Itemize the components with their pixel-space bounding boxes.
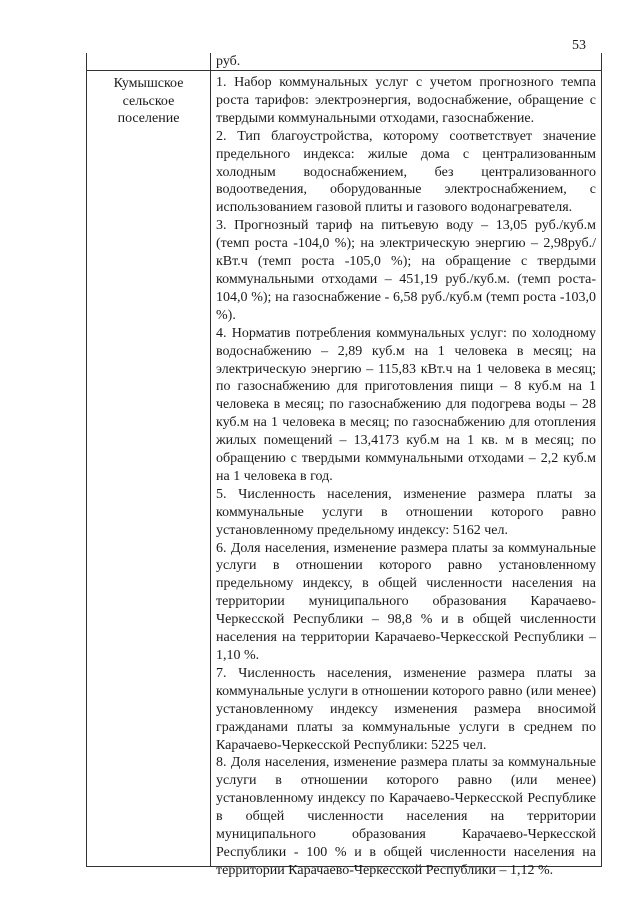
settlement-name-line: Кумышское: [113, 76, 184, 91]
column-divider: [210, 53, 211, 866]
parameter-paragraph-6: 6. Доля населения, изменение размера платы за коммунальные услуги в отношении которого равно установленному предельному индексу, в общей численности населения на территории муниципального образования Карачаево-Черкесской Республики – 98,8 % и в общей численности населения на территории Карачаево-Черкесской Республики – 1,10 %.: [216, 540, 596, 663]
row-divider: [87, 70, 601, 71]
settlement-name-cell: [87, 75, 210, 128]
page-number: 53: [572, 38, 586, 53]
tariff-table: [86, 53, 602, 878]
parameter-paragraph-1: 1. Набор коммунальных услуг с учетом прогнозного темпа роста тарифов: электроэнергия, водоснабжение, обращение с твердыми коммунальными отходами, газоснабжение.: [216, 75, 596, 126]
parameter-paragraph-8: 8. Доля населения, изменение размера платы за коммунальные услуги в отношении которого равно (или менее) установленному индексу по Карачаево-Черкесской Республике в общей численности населения на территории муниципального образования Карачаево-Черкесской Республики - 100 % и в общей численности населения на территории Карачаево-Черкесской Республики – 1,12 %.: [216, 755, 596, 878]
parameter-paragraph-2: 2. Тип благоустройства, которому соответствует значение предельного индекса: жилые дома с централизованным холодным водоснабжением, без централизованного водоотведения, оборудованные электроснабжением, с использованием газовой плиты и газового водонагревателя.: [216, 128, 596, 216]
settlement-name-line: сельское: [122, 93, 175, 109]
parameter-paragraph-5: 5. Численность населения, изменение размера платы за коммунальные услуги в отношении которого равно установленному предельному индексу: 5162 чел.: [216, 486, 596, 538]
parameters-cell: [216, 74, 596, 880]
continued-cell-text: руб.: [216, 54, 241, 69]
parameter-paragraph-4: 4. Норматив потребления коммунальных услуг: по холодному водоснабжению – 2,89 куб.м на 1 человека в месяц; на электрическую энергию – 115,83 кВт.ч на 1 человека в месяц; по газоснабжению для приготовления пищи – 8 куб.м на 1 человека в месяц; по газоснабжению для подогрева воды – 28 куб.м на 1 человека в месяц; по газоснабжению для отопления жилых помещений – 13,4173 куб.м на 1 кв. м в месяц; по обращению с твердыми коммунальными отходами – 2,2 куб.м на 1 человека в год.: [216, 325, 596, 484]
settlement-name-line: поселение: [117, 111, 180, 127]
parameter-paragraph-3: 3. Прогнозный тариф на питьевую воду – 13,05 руб./куб.м (темп роста -104,0 %); на электрическую энергию – 2,98руб./кВт.ч (темп роста -105,0 %); на обращение с твердыми коммунальными отходами – 451,19 руб./куб.м. (темп роста- 104,0 %); на газоснабжение - 6,58 руб./куб.м (темп роста -103,0 %).: [216, 218, 596, 323]
parameter-paragraph-7: 7. Численность населения, изменение размера платы за коммунальные услуги в отношении которого равно (или менее) установленному индексу изменения размера вносимой гражданами платы за коммунальные услуги в среднем по Карачаево-Черкесской Республики: 5225 чел.: [216, 665, 596, 753]
